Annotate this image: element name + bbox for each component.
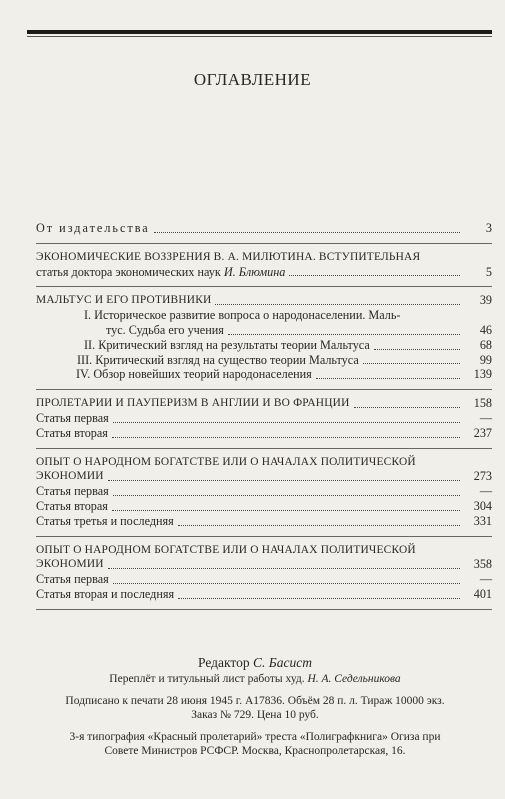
toc-page-number: 158: [473, 396, 492, 411]
toc-page-number: 46: [479, 322, 492, 337]
toc-entry-label: ОПЫТ О НАРОДНОМ БОГАТСТВЕ ИЛИ О НАЧАЛАХ ПОЛИТИЧЕСКОЙ: [36, 543, 416, 556]
leader-dots: [113, 582, 460, 584]
toc-page-number: 237: [473, 425, 492, 440]
section-divider: [36, 448, 492, 449]
imprint: [20, 656, 490, 758]
section-divider: [36, 609, 492, 610]
leader-dots: [178, 524, 460, 526]
toc-entry-label: Статья первая: [36, 572, 109, 587]
editor-line: Редактор С. Басист: [198, 655, 312, 670]
signed-line: Подписано к печати 28 июня 1945 г. А17836. Объём 28 п. л. Тираж 10000 экз.: [65, 695, 445, 707]
leader-dots: [228, 333, 460, 335]
toc-subentry[interactable]: [36, 411, 492, 426]
toc-entry-label-cont: ЭКОНОМИИ: [36, 470, 104, 483]
printer-line-2: Совете Министров РСФСР. Москва, Краснопролетарская, 16.: [104, 745, 406, 757]
toc-subentry[interactable]: [36, 484, 492, 499]
toc-page-number: 358: [473, 557, 492, 572]
toc-entry-label: ОПЫТ О НАРОДНОМ БОГАТСТВЕ ИЛИ О НАЧАЛАХ ПОЛИТИЧЕСКОЙ: [36, 455, 416, 468]
artist-name: Н. А. Седельникова: [307, 673, 401, 685]
leader-dots: [112, 436, 460, 438]
toc-page-number: 401: [473, 586, 492, 601]
leader-dots: [108, 479, 460, 481]
toc-entry-label: Статья первая: [36, 484, 109, 499]
toc-entry-label: II. Критический взгляд на результаты теории Мальтуса: [84, 337, 370, 352]
binding-credit: Переплёт и титульный лист работы худ. Н. А. Седельникова: [109, 673, 401, 685]
toc-page-number: 273: [473, 469, 492, 484]
section-divider: [36, 536, 492, 537]
order-line: Заказ № 729. Цена 10 руб.: [191, 709, 319, 721]
toc-entry-label: Статья вторая: [36, 425, 108, 440]
toc-page-number: 39: [479, 293, 492, 308]
toc-entry-label: От издательства: [36, 221, 150, 235]
leader-dots: [113, 494, 460, 496]
toc-page-number: —: [479, 484, 492, 499]
leader-dots: [354, 406, 460, 408]
section-divider: [36, 389, 492, 390]
leader-dots: [289, 274, 460, 276]
section-divider: [36, 286, 492, 287]
toc-page-number: 3: [485, 221, 492, 235]
toc-entry-intro[interactable]: [36, 250, 492, 280]
toc-page-number: 5: [485, 264, 492, 279]
toc-entry-wealth-2[interactable]: [36, 543, 492, 573]
toc-page-number: 139: [473, 367, 492, 382]
toc-subentry[interactable]: [36, 499, 492, 514]
page-title: ОГЛАВЛЕНИЕ: [193, 70, 312, 89]
toc-page-number: 68: [479, 337, 492, 352]
leader-dots: [316, 377, 460, 379]
leader-dots: [112, 509, 460, 511]
toc-entry-publisher-note[interactable]: [36, 221, 492, 236]
toc-entry-label: Статья третья и последняя: [36, 513, 174, 528]
leader-dots: [178, 597, 460, 599]
toc-subentry[interactable]: [36, 426, 492, 441]
editor-name: С. Басист: [253, 655, 312, 670]
toc-entry-label: IV. Обзор новейших теорий народонаселения: [76, 367, 312, 382]
toc-subentry-malthus-1[interactable]: [36, 308, 492, 338]
toc-subentry-malthus-2[interactable]: [36, 338, 492, 353]
toc-entry-label: МАЛЬТУС И ЕГО ПРОТИВНИКИ: [36, 294, 212, 307]
top-rule-thick: [27, 30, 492, 34]
toc-entry-label-cont: тус. Судьба его учения: [106, 322, 224, 337]
toc-subentry[interactable]: [36, 572, 492, 587]
leader-dots: [363, 362, 460, 364]
toc-page-number: —: [479, 572, 492, 587]
toc-entry-malthus[interactable]: [36, 293, 492, 308]
toc-entry-label: I. Историческое развитие вопроса о народонаселении. Маль-: [84, 308, 401, 323]
toc-entry-label-cont: ЭКОНОМИИ: [36, 558, 104, 571]
toc-entry-label: ПРОЛЕТАРИИ И ПАУПЕРИЗМ В АНГЛИИ И ВО ФРАНЦИИ: [36, 397, 350, 410]
leader-dots: [154, 231, 460, 233]
toc-entry-wealth-1[interactable]: [36, 455, 492, 485]
author-name: И. Блюмина: [223, 264, 286, 279]
toc-page-number: 304: [473, 498, 492, 513]
toc-subentry-malthus-3[interactable]: [36, 353, 492, 368]
top-rule-thin: [27, 36, 492, 37]
leader-dots: [108, 567, 460, 569]
toc-page-number: 331: [473, 513, 492, 528]
toc-entry-label: Статья вторая и последняя: [36, 586, 175, 601]
leader-dots: [215, 303, 460, 305]
leader-dots: [374, 348, 460, 350]
table-of-contents: [36, 221, 492, 616]
toc-entry-label: ЭКОНОМИЧЕСКИЕ ВОЗЗРЕНИЯ В. А. МИЛЮТИНА. ВСТУПИТЕЛЬНАЯ: [36, 250, 421, 263]
toc-subentry[interactable]: [36, 587, 492, 602]
leader-dots: [113, 421, 460, 423]
toc-subentry[interactable]: [36, 514, 492, 529]
section-divider: [36, 243, 492, 244]
toc-subentry-malthus-4[interactable]: [36, 367, 492, 382]
toc-page-number: 99: [479, 352, 492, 367]
toc-entry-label: III. Критический взгляд на существо теории Мальтуса: [77, 352, 359, 367]
toc-entry-proletarians[interactable]: [36, 396, 492, 411]
toc-entry-label: Статья первая: [36, 410, 109, 425]
toc-entry-label-cont: статья доктора экономических наук И. Блюмина: [36, 264, 286, 279]
toc-page-number: —: [479, 410, 492, 425]
printer-line-1: 3-я типография «Красный пролетарий» треста «Полиграфкнига» Огиза при: [69, 731, 441, 743]
toc-entry-label: Статья вторая: [36, 498, 108, 513]
